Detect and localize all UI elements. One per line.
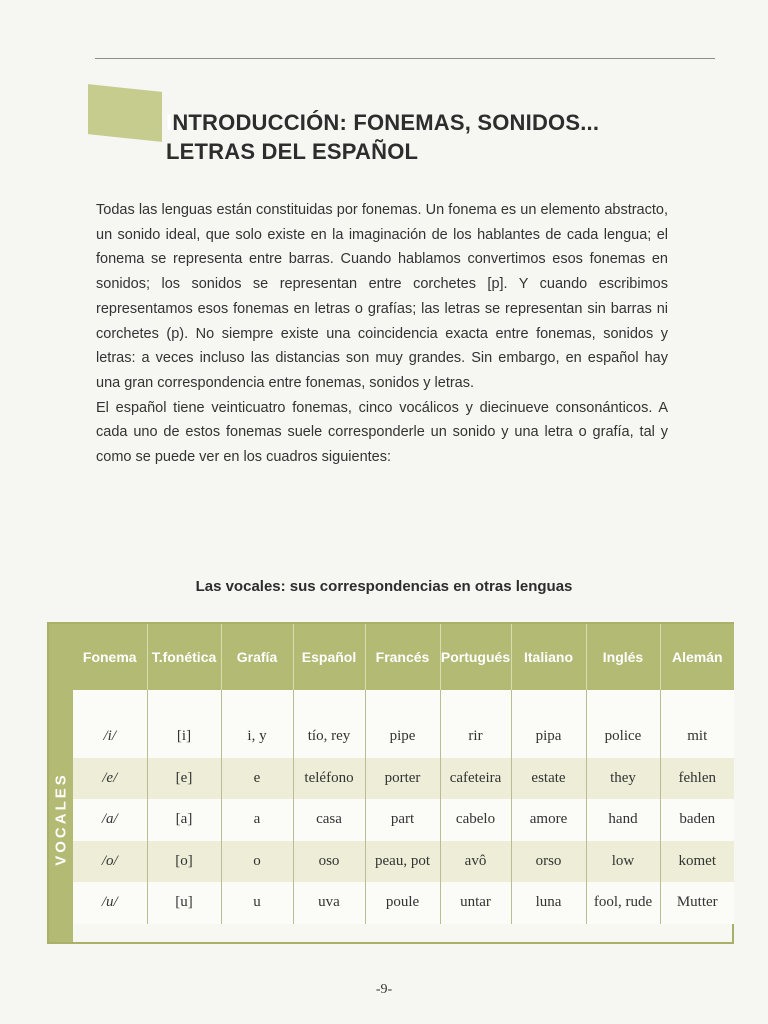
- page-number: -9-: [375, 982, 393, 997]
- table-cell: untar: [440, 882, 511, 924]
- table-cell: rir: [440, 716, 511, 758]
- table-cell: [a]: [147, 799, 221, 841]
- title-initial: I: [166, 110, 173, 135]
- table-cell: [i]: [147, 716, 221, 758]
- vowels-table: [73, 624, 734, 924]
- column-header: Inglés: [586, 624, 660, 690]
- table-cell: hand: [586, 799, 660, 841]
- title-accent-shape: [88, 84, 162, 142]
- table-cell: peau, pot: [365, 841, 440, 883]
- table-row: [73, 716, 734, 758]
- table-cell: mit: [660, 716, 734, 758]
- table-cell: cafeteira: [440, 758, 511, 800]
- table-cell: [o]: [147, 841, 221, 883]
- table-cell: komet: [660, 841, 734, 883]
- table-row: [73, 799, 734, 841]
- table-cell: teléfono: [293, 758, 365, 800]
- table-cell: pipe: [365, 716, 440, 758]
- table-cell: /o/: [73, 841, 147, 883]
- table-cell: /a/: [73, 799, 147, 841]
- table-cell: cabelo: [440, 799, 511, 841]
- table-side-label: VOCALES: [52, 772, 70, 866]
- table-cell: i, y: [221, 716, 293, 758]
- table-cell: uva: [293, 882, 365, 924]
- column-header: T.fonética: [147, 624, 221, 690]
- column-header: Grafía: [221, 624, 293, 690]
- table-cell: a: [221, 799, 293, 841]
- table-cell: fehlen: [660, 758, 734, 800]
- table-cell: police: [586, 716, 660, 758]
- intro-paragraph-1: Todas las lenguas están constituidas por fonemas. Un fonema es un elemento abstracto, un sonido ideal, que solo existe en la imaginación de los hablantes de cada lengua; el fonema se representa entre barras. Cuando hablamos convertimos esos fonemas en sonidos; los sonidos se representan entre corchetes [p]. Y cuando escribimos representamos esos fonemas en letras o grafías; las letras se representan sin barras ni corchetes (p). No siempre existe una coincidencia exacta entre fonemas, sonidos y letras: a veces incluso las distancias son muy grandes. Sin embargo, en español hay una gran correspondencia entre fonemas, sonidos y letras.: [96, 202, 668, 391]
- table-cell: amore: [511, 799, 586, 841]
- table-cell: low: [586, 841, 660, 883]
- table-cell: luna: [511, 882, 586, 924]
- intro-text: [96, 198, 668, 470]
- title-line1-rest: NTRODUCCIÓN: FONEMAS, SONIDOS...: [172, 110, 600, 135]
- column-header: Alemán: [660, 624, 734, 690]
- section-title: [166, 108, 599, 166]
- section-title-line2: LETRAS DEL ESPAÑOL: [166, 139, 419, 164]
- section-title-block: [88, 88, 708, 168]
- table-side-band: [49, 624, 73, 942]
- table-cell: avô: [440, 841, 511, 883]
- table-row: [73, 758, 734, 800]
- top-rule: [95, 58, 715, 59]
- column-header: Fonema: [73, 624, 147, 690]
- table-cell: u: [221, 882, 293, 924]
- table-cell: estate: [511, 758, 586, 800]
- table-cell: poule: [365, 882, 440, 924]
- table-cell: baden: [660, 799, 734, 841]
- table-cell: /u/: [73, 882, 147, 924]
- table-cell: casa: [293, 799, 365, 841]
- table-spacer-row: [73, 690, 734, 716]
- intro-paragraph-2: El español tiene veinticuatro fonemas, cinco vocálicos y diecinueve consonánticos. A cada uno de estos fonemas suele corresponderle un sonido y una letra o grafía, tal y como se puede ver en los cuadros siguientes:: [96, 399, 668, 466]
- table-cell: pipa: [511, 716, 586, 758]
- table-cell: oso: [293, 841, 365, 883]
- vowels-table-frame: [47, 622, 734, 944]
- table-cell: Mutter: [660, 882, 734, 924]
- table-row: [73, 841, 734, 883]
- table-cell: [u]: [147, 882, 221, 924]
- table-caption: Las vocales: sus correspondencias en otras lenguas: [195, 578, 573, 595]
- table-cell: orso: [511, 841, 586, 883]
- table-cell: part: [365, 799, 440, 841]
- table-cell: /i/: [73, 716, 147, 758]
- table-cell: [e]: [147, 758, 221, 800]
- table-cell: /e/: [73, 758, 147, 800]
- table-cell: they: [586, 758, 660, 800]
- column-header: Italiano: [511, 624, 586, 690]
- column-header: Portugués: [440, 624, 511, 690]
- table-cell: o: [221, 841, 293, 883]
- table-cell: porter: [365, 758, 440, 800]
- table-cell: fool, rude: [586, 882, 660, 924]
- column-header: Español: [293, 624, 365, 690]
- table-cell: tío, rey: [293, 716, 365, 758]
- table-header-row: [73, 624, 734, 690]
- table-cell: e: [221, 758, 293, 800]
- table-row: [73, 882, 734, 924]
- column-header: Francés: [365, 624, 440, 690]
- section-title-line1: [166, 108, 599, 137]
